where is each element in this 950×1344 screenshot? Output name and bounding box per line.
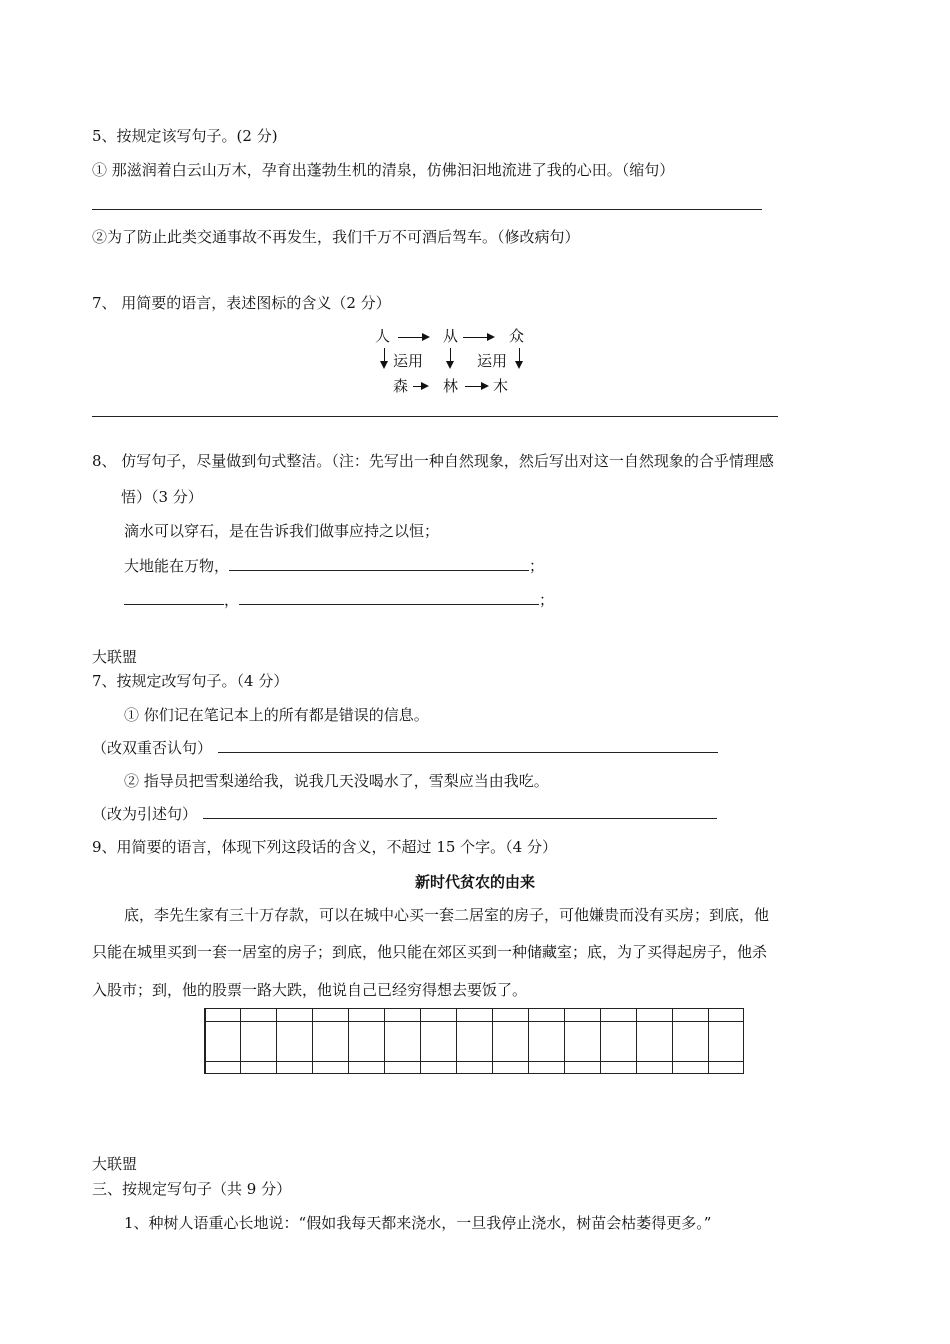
answer-line[interactable] — [92, 209, 762, 210]
fill-blank[interactable] — [229, 556, 529, 571]
diagram-char: 从 — [443, 327, 459, 345]
section-label: 大联盟 — [92, 1155, 138, 1173]
arrow-down-icon — [384, 348, 385, 366]
q7b-item2-task: （改为引述句） — [92, 805, 198, 823]
diagram-char: 众 — [509, 327, 525, 345]
diagram-char: 木 — [493, 377, 509, 395]
fill-blank[interactable] — [218, 738, 718, 753]
section-label: 大联盟 — [92, 648, 138, 666]
fill-blank[interactable] — [203, 804, 717, 819]
q8-example: 滴水可以穿石，是在告诉我们做事应持之以恒； — [124, 522, 440, 540]
q8-line1 — [124, 556, 544, 576]
q7b-item1: ① 你们记在笔记本上的所有都是错误的信息。 — [124, 706, 429, 724]
answer-line[interactable] — [92, 416, 778, 417]
q8-line2 — [124, 590, 554, 610]
q7b-item1-task-line — [92, 738, 718, 758]
part3-item1: 1、种树人语重心长地说：“假如我每天都来浇水，一旦我停止浇水，树苗会枯萎得更多。” — [124, 1214, 712, 1232]
diagram-char: 林 — [443, 377, 459, 395]
fill-blank[interactable] — [239, 590, 539, 605]
q9-heading: 9、用简要的语言，体现下列这段话的含义，不超过 15 个字。（4 分） — [92, 838, 557, 856]
diagram-label: 运用 — [393, 352, 424, 370]
q7b-heading: 7、按规定改写句子。（4 分） — [92, 672, 289, 690]
answer-grid[interactable] — [204, 1008, 744, 1074]
q5-heading: 5、按规定该写句子。(2 分) — [92, 127, 278, 145]
q7b-item2-task-line — [92, 804, 717, 824]
diagram-char: 森 — [393, 377, 409, 395]
q5-item1: ① 那滋润着白云山万木，孕育出蓬勃生机的清泉，仿佛汩汩地流进了我的心田。（缩句） — [92, 161, 675, 179]
arrow-right-icon — [398, 337, 428, 338]
arrow-right-icon — [413, 386, 427, 387]
diagram-label: 运用 — [477, 352, 508, 370]
part3-heading: 三、按规定写句子（共 9 分） — [92, 1180, 292, 1198]
q8-line1-prefix: 大地能在万物， — [124, 557, 230, 575]
q5-item2: ②为了防止此类交通事故不再发生，我们千万不可酒后驾车。（修改病句） — [92, 228, 580, 246]
q7b-item1-task: （改双重否认句） — [92, 739, 213, 757]
semicolon: ； — [539, 591, 555, 609]
fill-blank[interactable] — [124, 590, 224, 605]
passage-title: 新时代贫农的由来 — [414, 873, 535, 891]
q8-heading-cont: 悟）（3 分） — [121, 488, 203, 506]
passage-line: 入股市；到，他的股票一路大跌，他说自己已经穷得想去要饭了。 — [92, 981, 528, 999]
q7a-heading: 7、 用简要的语言，表述图标的含义（2 分） — [92, 294, 391, 312]
arrow-down-icon — [450, 348, 451, 366]
passage-line: 只能在城里买到一套一居室的房子；到底，他只能在郊区买到一种储藏室；底，为了买得起房子，他杀 — [92, 943, 768, 961]
q8-heading: 8、 仿写句子，尽量做到句式整洁。（注：先写出一种自然现象，然后写出对这一自然现象的合乎情理感 — [92, 452, 774, 470]
arrow-down-icon — [519, 348, 520, 366]
comma: ， — [224, 591, 240, 609]
arrow-right-icon — [463, 337, 493, 338]
semicolon: ； — [529, 557, 545, 575]
diagram-char: 人 — [375, 327, 391, 345]
passage-line: 底，李先生家有三十万存款，可以在城中心买一套二居室的房子，可他嫌贵而没有买房；到底，他 — [124, 906, 770, 924]
arrow-right-icon — [465, 386, 487, 387]
q7b-item2: ② 指导员把雪梨递给我，说我几天没喝水了，雪梨应当由我吃。 — [124, 772, 549, 790]
